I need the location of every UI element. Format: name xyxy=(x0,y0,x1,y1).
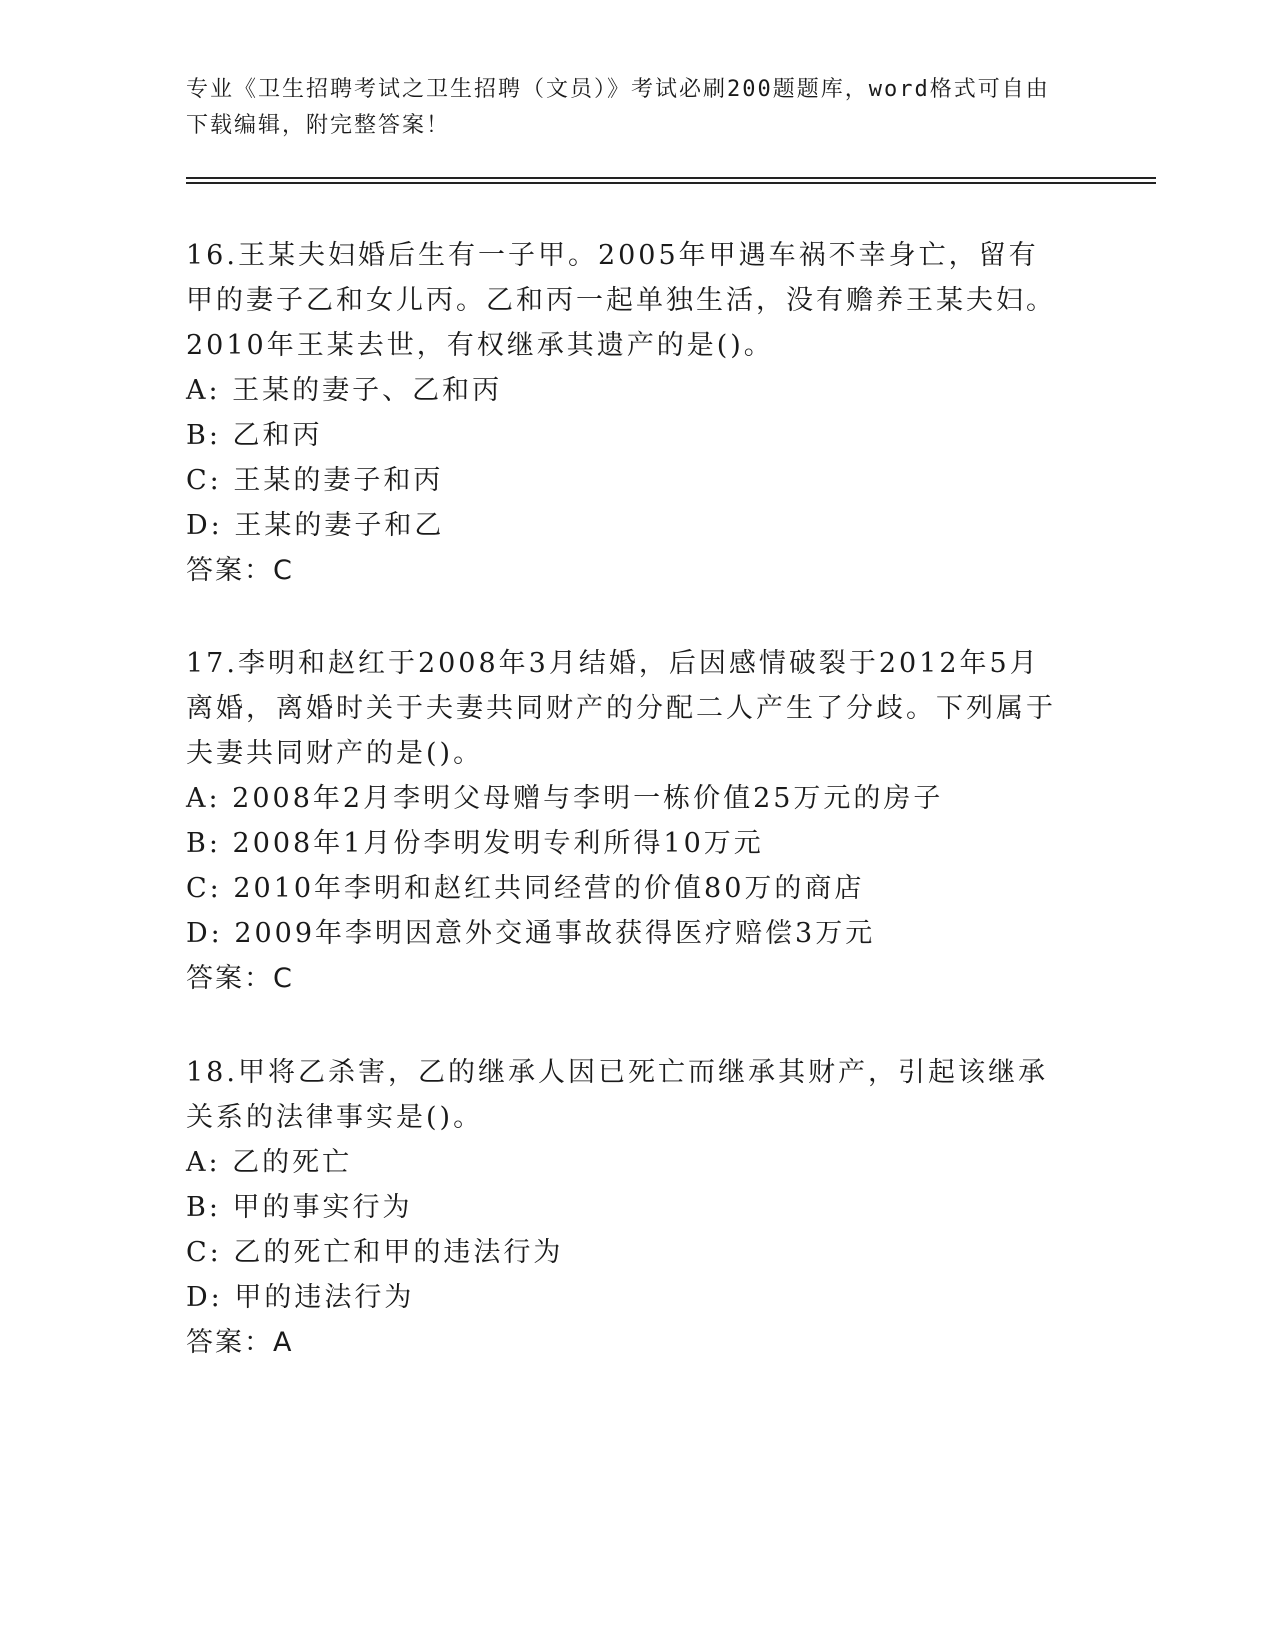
header-divider-top xyxy=(186,177,1156,179)
question-block xyxy=(186,233,1066,593)
option-c: C: 乙的死亡和甲的违法行为 xyxy=(186,1237,564,1268)
option-a: A: 乙的死亡 xyxy=(186,1147,353,1178)
option-b: B: 2008年1月份李明发明专利所得10万元 xyxy=(186,828,764,859)
option-d: D: 王某的妻子和乙 xyxy=(186,510,445,541)
option-b: B: 甲的事实行为 xyxy=(186,1192,413,1223)
answer-line: 答案：A xyxy=(186,1327,294,1358)
question-block xyxy=(186,1050,1066,1365)
document-header: 专业《卫生招聘考试之卫生招聘（文员）》考试必刷200题题库，word格式可自由下载编辑，附完整答案！ xyxy=(186,77,1050,138)
option-d: D: 2009年李明因意外交通事故获得医疗赔偿3万元 xyxy=(186,918,876,949)
option-c: C: 2010年李明和赵红共同经营的价值80万的商店 xyxy=(186,873,865,904)
answer-line: 答案：C xyxy=(186,555,294,586)
option-a: A: 2008年2月李明父母赠与李明一栋价值25万元的房子 xyxy=(186,783,944,814)
question-block xyxy=(186,641,1066,1001)
question-stem: 16.王某夫妇婚后生有一子甲。2005年甲遇车祸不幸身亡，留有甲的妻子乙和女儿丙。乙和丙一起单独生活，没有赡养王某夫妇。2010年王某去世，有权继承其遗产的是()。 xyxy=(186,240,1056,361)
option-b: B: 乙和丙 xyxy=(186,420,323,451)
option-d: D: 甲的违法行为 xyxy=(186,1282,415,1313)
question-stem: 18.甲将乙杀害，乙的继承人因已死亡而继承其财产，引起该继承关系的法律事实是()。 xyxy=(186,1057,1048,1133)
question-stem: 17.李明和赵红于2008年3月结婚，后因感情破裂于2012年5月离婚，离婚时关于夫妻共同财产的分配二人产生了分歧。下列属于夫妻共同财产的是()。 xyxy=(186,648,1056,769)
option-a: A: 王某的妻子、乙和丙 xyxy=(186,375,503,406)
option-c: C: 王某的妻子和丙 xyxy=(186,465,444,496)
header-divider-bottom xyxy=(186,182,1156,184)
answer-line: 答案：C xyxy=(186,963,294,994)
